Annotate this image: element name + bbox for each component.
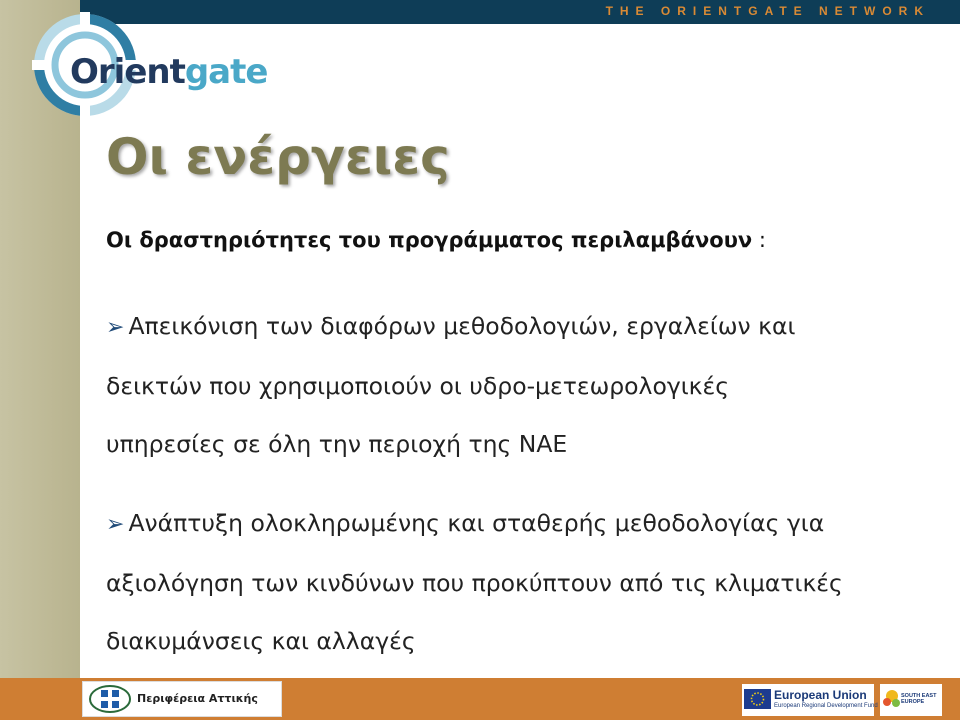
see-line2: EUROPE [901,699,925,705]
bullet-line: δεικτών που χρησιμοποιούν οι υδρο-μετεωρολογικές [106,372,730,400]
eu-subtitle: European Regional Development Fund [774,703,878,709]
arrow-bullet-icon: ➢ [106,315,125,340]
orientgate-logo [30,10,268,120]
logo-wordmark-main: Orient [70,52,185,92]
network-tagline: THE ORIENTGATE NETWORK [605,4,930,18]
eu-title: European Union [774,688,867,702]
logo-wordmark-accent: gate [184,52,268,92]
greek-emblem-icon [87,684,133,714]
bullet-item [106,297,936,473]
bullet-item [106,494,936,670]
south-east-europe-icon [881,688,903,712]
region-label: Περιφέρεια Αττικής [137,692,258,705]
bullet-line: υπηρεσίες σε όλη την περιοχή της ΝΑΕ [106,430,568,458]
bullet-line: Ανάπτυξη ολοκληρωμένης και σταθερής μεθοδολογίας για [128,509,825,537]
region-logo-box [82,681,282,717]
eu-flag-icon [744,689,771,709]
logo-wordmark [70,52,267,92]
eu-logo-box [742,684,878,716]
see-label [901,693,936,705]
intro-suffix: : [752,228,766,252]
see-line1: SOUTH EAST [901,693,937,699]
slide-title: Οι ενέργειες [106,128,450,186]
see-logo-box [880,684,942,716]
bullet-line: διακυμάνσεις και αλλαγές [106,627,416,655]
intro-bold: Οι δραστηριότητες του προγράμματος περιλαμβάνουν [106,228,753,252]
intro-text [106,228,926,252]
arrow-bullet-icon: ➢ [106,512,125,537]
bullet-line: Απεικόνιση των διαφόρων μεθοδολογιών, εργαλείων και [128,312,796,340]
bullet-line: αξιολόγηση των κινδύνων που προκύπτουν από τις κλιματικές [106,569,843,597]
